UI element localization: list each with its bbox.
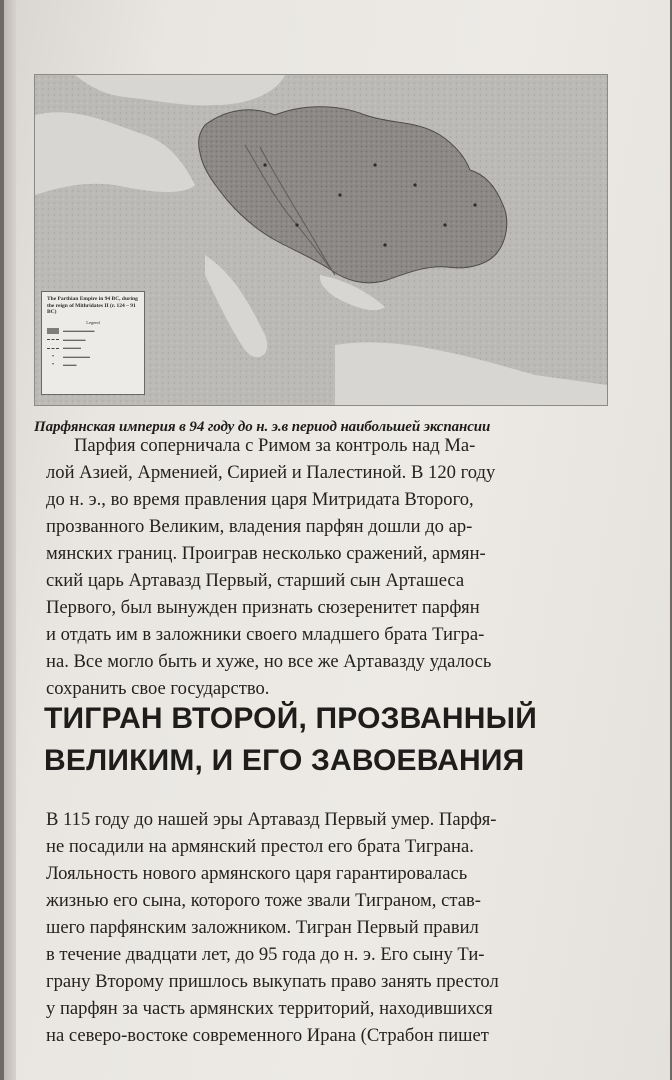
- parthian-empire-map: [34, 74, 608, 406]
- text-line: не посадили на армянский престол его брата Тиграна.: [46, 836, 474, 857]
- text-line: до н. э., во время правления царя Митридата Второго,: [46, 489, 474, 510]
- text-line: в течение двадцати лет, до 95 года до н. э. Его сыну Ти-: [46, 944, 485, 965]
- text-line: Лояльность нового армянского царя гарантировалась: [46, 863, 468, 884]
- text-line: Парфия соперничала с Римом за контроль над Ма-: [74, 435, 476, 456]
- legend-dot-icon: •: [51, 362, 55, 368]
- text-line: прозванного Великим, владения парфян дошли до ар-: [46, 516, 473, 537]
- legend-line-icon: [47, 339, 59, 340]
- text-line: лой Азией, Арменией, Сирией и Палестиной. В 120 году: [46, 462, 496, 483]
- paragraph-2: [46, 806, 646, 1049]
- legend-line-icon: [47, 348, 59, 349]
- map-caption: Парфянская империя в 94 году до н. э.в период наибольшей экспансии: [34, 419, 491, 435]
- legend-row: • ▬▬▬: [47, 362, 139, 369]
- text-line: В 115 году до нашей эры Артавазд Первый умер. Парфя-: [46, 809, 497, 830]
- map-legend: [41, 291, 145, 395]
- text-line: и отдать им в заложники своего младшего брата Тигра-: [46, 624, 485, 645]
- legend-row: ▬▬▬▬▬: [47, 337, 139, 344]
- paragraph-1: [46, 432, 646, 702]
- legend-heading: Legend: [86, 319, 100, 325]
- legend-row: • ▬▬▬▬▬▬: [47, 354, 139, 361]
- legend-row: ▬▬▬▬▬▬▬: [47, 328, 139, 335]
- legend-title: The Parthian Empire in 94 BC, during the reign of Mithridates II (r. 124 – 91 BC): [47, 296, 138, 315]
- text-line: жизнью его сына, которого тоже звали Тиграном, став-: [46, 890, 481, 911]
- text-line: грану Второму пришлось выкупать право занять престол: [46, 971, 499, 992]
- heading-line: ТИГРАН ВТОРОЙ, ПРОЗВАННЫЙ: [44, 702, 537, 735]
- text-line: на. Все могло быть и хуже, но все же Артавазду удалось: [46, 651, 492, 672]
- legend-dot-icon: •: [51, 353, 55, 360]
- text-line: на северо-востоке современного Ирана (Страбон пишет: [46, 1025, 489, 1046]
- legend-swatch-icon: [47, 328, 59, 334]
- text-line: сохранить свое государство.: [46, 678, 270, 699]
- adjacent-page-edge: [4, 0, 16, 1080]
- text-line: шего парфянским заложником. Тигран Первый правил: [46, 917, 479, 938]
- legend-row: ▬▬▬▬: [47, 345, 139, 352]
- heading-line: ВЕЛИКИМ, И ЕГО ЗАВОЕВАНИЯ: [44, 744, 525, 777]
- book-page: [4, 0, 670, 1080]
- section-heading: [44, 698, 604, 782]
- text-line: ский царь Артавазд Первый, старший сын Арташеса: [46, 570, 465, 591]
- text-line: мянских границ. Проиграв несколько сражений, армян-: [46, 543, 486, 564]
- text-line: Первого, был вынужден признать сюзеренитет парфян: [46, 597, 480, 618]
- text-line: у парфян за часть армянских территорий, находившихся: [46, 998, 493, 1019]
